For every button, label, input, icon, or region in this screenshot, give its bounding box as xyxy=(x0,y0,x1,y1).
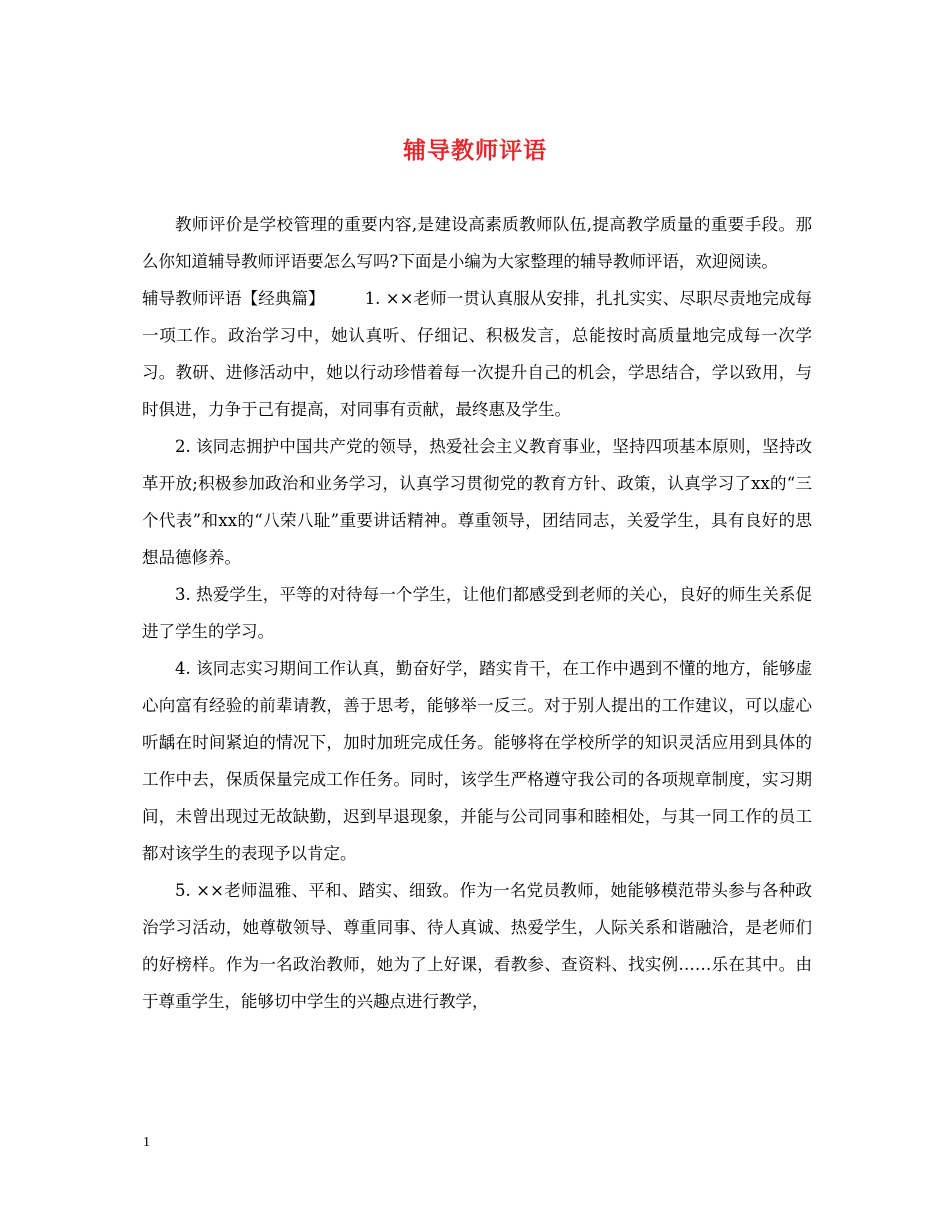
item-5-paragraph: 5. ××老师温雅、平和、踏实、细致。作为一名党员教师，她能够模范带头参与各种政治学习活动，她尊敬领导、尊重同事、待人真诚、热爱学生，人际关系和谐融洽，是老师们的好榜样。作为一名政治教师，她为了上好课，看教参、查资料、找实例……乐在其中。由于尊重学生，能够切中学生的兴趣点进行教学， xyxy=(142,881,812,1011)
item-3-paragraph: 3. 热爱学生，平等的对待每一个学生，让他们都感受到老师的关心，良好的师生关系促进了学生的学习。 xyxy=(142,585,812,641)
page-number: 1 xyxy=(143,1135,150,1150)
document-title: 辅导教师评语 xyxy=(403,137,547,164)
item-1-paragraph xyxy=(142,280,812,428)
item-4-paragraph: 4. 该同志实习期间工作认真，勤奋好学，踏实肯干，在工作中遇到不懂的地方，能够虚心向富有经验的前辈请教，善于思考，能够举一反三。对于别人提出的工作建议，可以虚心听龋在时间紧迫的情况下，加时加班完成任务。能够将在学校所学的知识灵活应用到具体的工作中去，保质保量完成工作任务。同时，该学生严格遵守我公司的各项规章制度，实习期间，未曾出现过无故缺勤，迟到早退现象，并能与公司同事和睦相处，与其一同工作的员工都对该学生的表现予以肯定。 xyxy=(142,659,812,863)
item-2-paragraph: 2. 该同志拥护中国共产党的领导，热爱社会主义教育事业，坚持四项基本原则，坚持改革开放;积极参加政治和业务学习，认真学习贯彻党的教育方针、政策，认真学习了xx的“三个代表”和xx的“八荣八耻”重要讲话精神。尊重领导，团结同志，关爱学生，具有良好的思想品德修养。 xyxy=(142,437,812,567)
document-body xyxy=(142,206,812,1020)
intro-paragraph: 教师评价是学校管理的重要内容,是建设高素质教师队伍,提高教学质量的重要手段。那么你知道辅导教师评语要怎么写吗?下面是小编为大家整理的辅导教师评语，欢迎阅读。 xyxy=(142,215,812,271)
item-1-text: 1. ××老师一贯认真服从安排，扎扎实实、尽职尽责地完成每一项工作。政治学习中，她认真听、仔细记、积极发言，总能按时高质量地完成每一次学习。教研、进修活动中，她以行动珍惜着每一次提升自己的机会，学思结合，学以致用，与时俱进，力争于己有提高，对同事有贡献，最终惠及学生。 xyxy=(142,289,813,419)
section-heading: 辅导教师评语【经典篇】 xyxy=(142,289,325,308)
